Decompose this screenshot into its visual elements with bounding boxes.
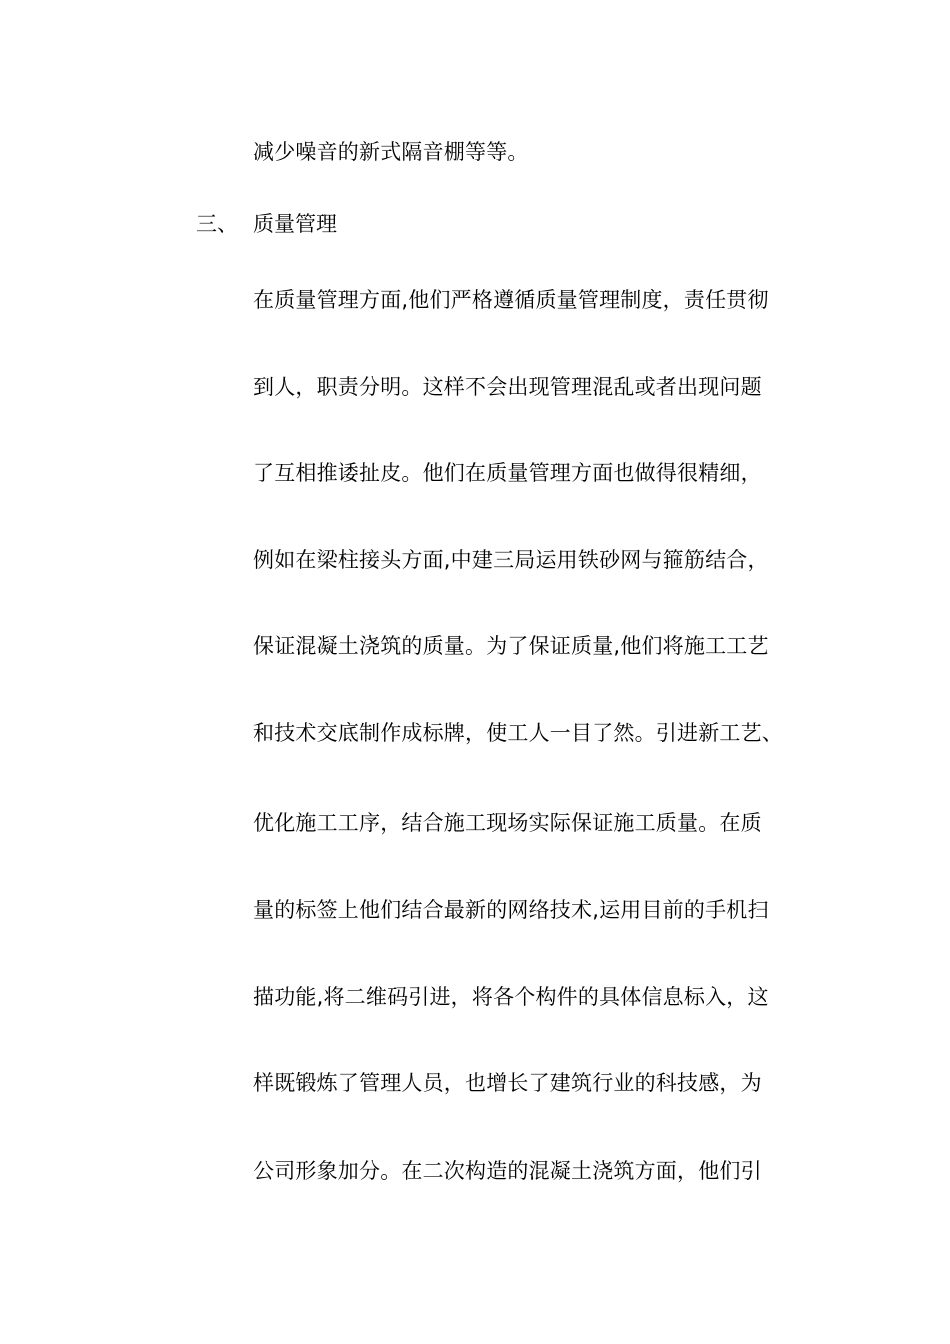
section-title: 质量管理 (253, 212, 337, 236)
paragraph-line: 保证混凝土浇筑的质量。为了保证质量,他们将施工工艺 (253, 634, 769, 658)
paragraph-line: 量的标签上他们结合最新的网络技术,运用目前的手机扫 (253, 898, 769, 922)
paragraph-line: 样既锻炼了管理人员，也增长了建筑行业的科技感，为 (253, 1071, 762, 1095)
paragraph-line: 例如在梁柱接头方面,中建三局运用铁砂网与箍筋结合， (253, 548, 769, 572)
continuation-line: 减少噪音的新式隔音棚等等。 (253, 140, 529, 164)
paragraph-line: 和技术交底制作成标牌，使工人一目了然。引进新工艺、 (253, 721, 783, 745)
paragraph-line: 了互相推诿扯皮。他们在质量管理方面也做得很精细， (253, 461, 762, 485)
paragraph-line: 描功能,将二维码引进，将各个构件的具体信息标入，这 (253, 985, 769, 1009)
section-number: 三、 (196, 212, 238, 236)
paragraph-line: 优化施工工序，结合施工现场实际保证施工质量。在质 (253, 811, 762, 835)
paragraph-line: 到人，职责分明。这样不会出现管理混乱或者出现问题 (253, 375, 762, 399)
paragraph-line: 在质量管理方面,他们严格遵循质量管理制度，责任贯彻 (253, 288, 769, 312)
paragraph-line: 公司形象加分。在二次构造的混凝土浇筑方面，他们引 (253, 1159, 762, 1183)
